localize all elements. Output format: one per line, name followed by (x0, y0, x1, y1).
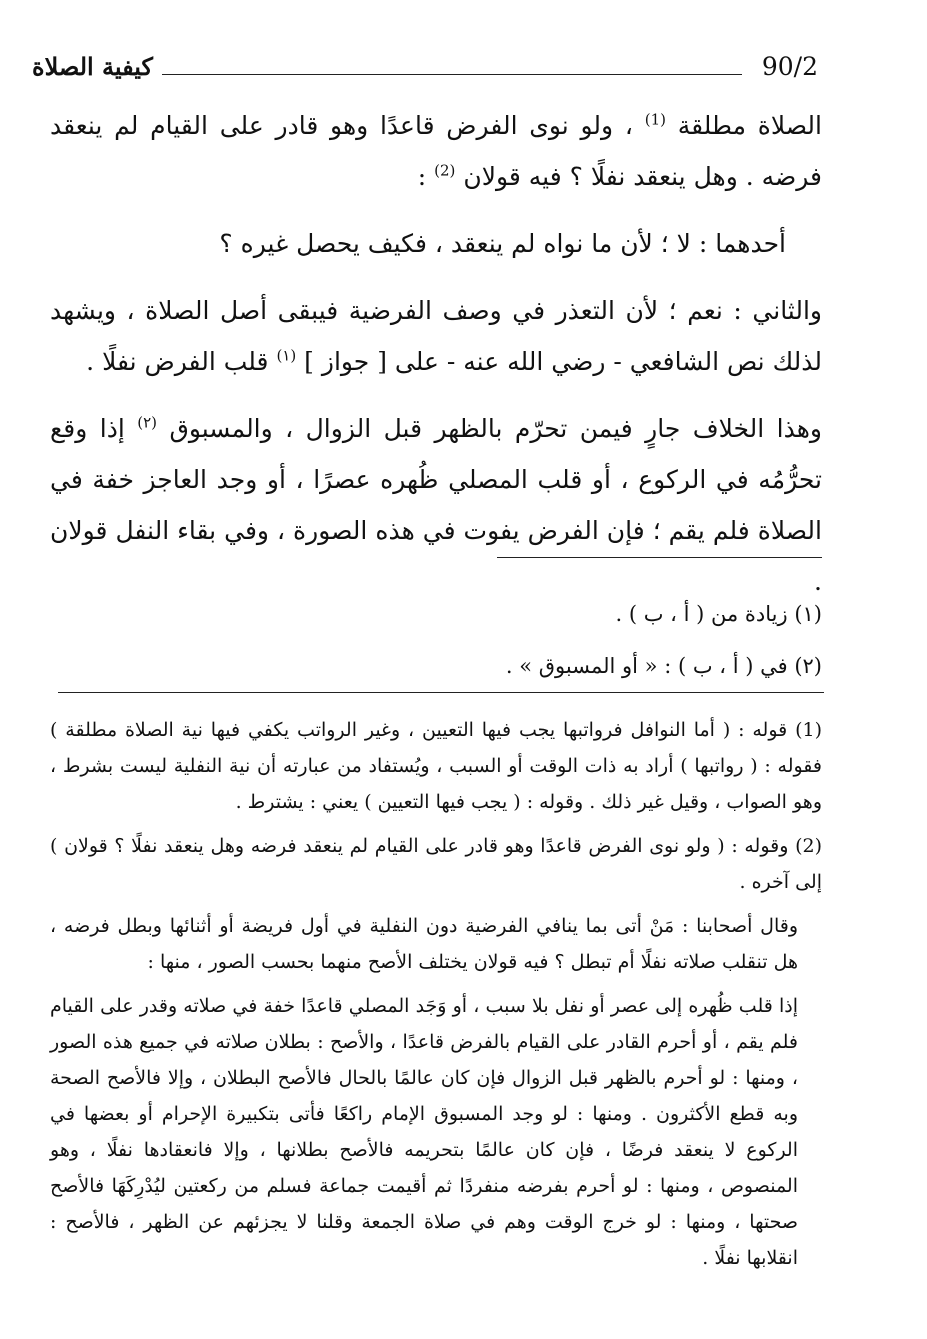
footnote-separator (497, 557, 822, 558)
commentary-notes (50, 712, 822, 1276)
footnote-item: (١) زيادة من ( أ ، ب ) . (615, 602, 822, 626)
footnote-ref: (2) (434, 161, 456, 180)
commentary-note: (1) قوله : ( أما النوافل فرواتبها يجب فيها التعيين ، وغير الرواتب يكفي فيها نية الصلاة مطلقة ) فقوله : ( رواتبها ) أراد به ذات الوقت أو السبب ، ويُستفاد من عبارته أن نية النفلية ليست بشرط ، وهو الصواب ، وقيل غير ذلك . وقوله : ( يجب فيها التعيين ) يعني : يشترط . (50, 719, 822, 813)
running-title: كيفية الصلاة (32, 52, 153, 81)
text-run: ، ولو نوى الفرض قاعدًا وهو قادر على القيام لم ينعقد فرضه . وهل ينعقد نفلًا ؟ فيه قولان (50, 111, 822, 191)
footnote-ref: (٢) (137, 413, 158, 432)
variant-footnotes (50, 588, 822, 692)
main-paragraph: أحدهما : لا ؛ لأن ما نواه لم ينعقد ، فكيف يحصل غيره ؟ (219, 229, 786, 258)
text-run: وهذا الخلاف جارٍ فيمن تحرّم بالظهر قبل الزوال ، والمسبوق (169, 414, 822, 443)
page-header (32, 50, 822, 84)
text-run: : (417, 162, 427, 191)
commentary-separator (58, 692, 824, 693)
text-run: إذا وقع تحرُّمُه في الركوع ، أو قلب المصلي ظُهره عصرًا ، أو وجد العاجز خفة في الصلاة فلم يقم ؛ فإن الفرض يفوت في هذه الصورة ، وفي بقاء النفل قولان . (50, 414, 822, 596)
commentary-paragraph: وقال أصحابنا : مَنْ أتى بما ينافي الفرضية دون النفلية في أول فريضة أو أثنائها وبطل فرضه ، هل تنقلب صلاته نفلًا أم تبطل ؟ فيه قولان يختلف الأصح منهما بحسب الصور ، منها : (50, 915, 798, 973)
header-rule (162, 74, 742, 75)
main-paragraph (50, 100, 822, 202)
text-run: الصلاة مطلقة (677, 111, 822, 140)
main-paragraph (50, 403, 822, 607)
footnote-ref: (1) (644, 110, 666, 129)
footnote-item: (٢) في ( أ ، ب ) : « أو المسبوق » . (505, 654, 822, 678)
commentary-note: (2) وقوله : ( ولو نوى الفرض قاعدًا وهو قادر على القيام لم ينعقد فرضه وهل ينعقد نفلًا ؟ قولان ) إلى آخره . (50, 835, 822, 893)
main-paragraph (50, 285, 822, 387)
footnote-ref: (١) (276, 346, 297, 365)
page-number: 90/2 (761, 52, 818, 81)
text-run: والثاني : نعم ؛ لأن التعذر في وصف الفرضية فيبقى أصل الصلاة ، ويشهد لذلك نص الشافعي - رضي الله عنه - على [ جواز ] (50, 296, 822, 376)
commentary-paragraph: إذا قلب ظُهره إلى عصر أو نفل بلا سبب ، أو وَجَد المصلي قاعدًا خفة في صلاته وقدر على القيام فلم يقم ، أو أحرم القادر على القيام بالفرض قاعدًا ، والأصح : بطلان صلاته في جميع هذه الصور ، ومنها : لو أحرم بالظهر قبل الزوال فإن كان عالمًا بالحال فالأصح البطلان ، وإلا فالأصح الصحة وبه قطع الأكثرون . ومنها : لو وجد المسبوق الإمام راكعًا فأتى بتكبيرة الإحرام أو بعضها في الركوع لا ينعقد فرضًا ، فإن كان عالمًا بتحريمه فالأصح بطلانها ، وإلا فانعقادها نفلًا ، وهو المنصوص ، ومنها : لو أحرم بفرضه منفردًا ثم أقيمت جماعة فسلم من ركعتين ليُدْرِكَهَا فالأصح صحتها ، ومنها : لو خرج الوقت وهم في صلاة الجمعة وقلنا لا يجزئهم عن الظهر ، فالأصح : انقلابها نفلًا . (50, 995, 798, 1269)
text-run: قلب الفرض نفلًا . (86, 347, 269, 376)
main-text (50, 100, 822, 607)
